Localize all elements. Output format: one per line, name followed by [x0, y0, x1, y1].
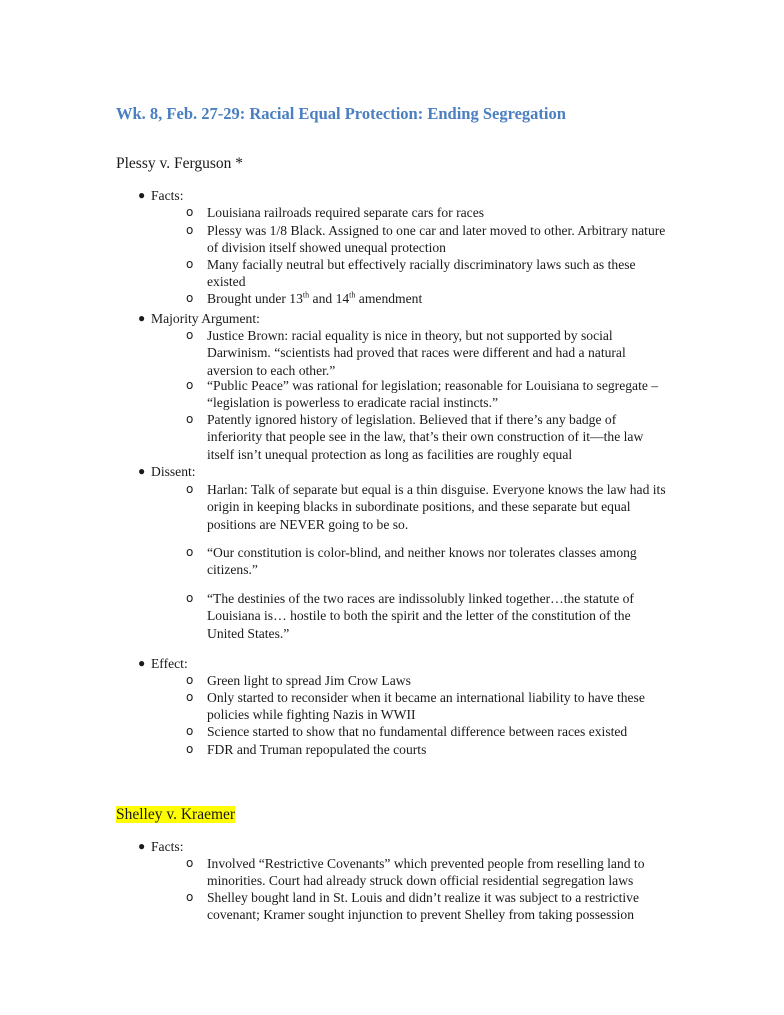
bullet-icon: ●: [138, 311, 146, 325]
section-label: Facts:: [151, 839, 184, 854]
list-item: [186, 290, 666, 307]
bullet-icon: ●: [138, 188, 146, 202]
list-item-text: FDR and Truman repopulated the courts: [207, 742, 427, 757]
bullet-icon: ●: [138, 839, 146, 853]
fact4-sup2: th: [349, 290, 356, 300]
fact4-suffix: amendment: [355, 291, 423, 306]
list-item: [186, 855, 666, 890]
list-item-text: Only started to reconsider when it became an international liability to have these policies while fighting Nazis in WWII: [207, 690, 645, 723]
list-item: [186, 256, 666, 291]
list-item-text: Justice Brown: racial equality is nice in theory, but not supported by social Darwinism. “scientists had proved that races were different and had a natural aversion to each other.”: [207, 328, 626, 378]
sub-bullet-icon: o: [186, 673, 194, 687]
sub-bullet-icon: o: [186, 378, 194, 392]
fact4-sup1: th: [302, 290, 310, 300]
list-item-text: Plessy was 1/8 Black. Assigned to one car and later moved to other. Arbitrary nature of division itself showed unequal protection: [207, 223, 666, 256]
list-item-text: “The destinies of the two races are indissolubly linked together…the statute of Louisiana is… hostile to both the spirit and the letter of the constitution of the United States.”: [207, 591, 634, 641]
section-label: Facts:: [151, 188, 184, 203]
list-item-text: Green light to spread Jim Crow Laws: [207, 673, 411, 688]
fact4-middle: and 14: [309, 291, 350, 306]
list-item: [186, 327, 666, 379]
sub-bullet-icon: o: [186, 223, 194, 237]
list-item: [186, 481, 666, 533]
sub-bullet-icon: o: [186, 482, 194, 496]
sub-bullet-icon: o: [186, 328, 194, 342]
sub-bullet-icon: o: [186, 856, 194, 870]
list-item: [186, 544, 666, 579]
case-title-shelley: [116, 806, 235, 824]
sub-bullet-icon: o: [186, 205, 194, 219]
list-item: [186, 689, 666, 724]
sub-bullet-icon: o: [186, 545, 194, 559]
fact4-prefix: Brought under 13: [207, 291, 303, 306]
list-item-text: “Our constitution is color-blind, and neither knows nor tolerates classes among citizens.”: [207, 545, 637, 578]
list-item: [186, 222, 666, 257]
section-label: Majority Argument:: [151, 311, 260, 326]
list-item-text: Louisiana railroads required separate cars for races: [207, 205, 485, 220]
list-item: [186, 590, 666, 642]
list-item: [186, 889, 666, 924]
list-item-text: Harlan: Talk of separate but equal is a thin disguise. Everyone knows the law had its origin in keeping blacks in subordinate positions, and these separate but equal positions are NEVER going to be so.: [207, 482, 666, 532]
bullet-icon: ●: [138, 656, 146, 670]
list-item: [186, 723, 666, 740]
list-item-text: “Public Peace” was rational for legislation; reasonable for Louisiana to segregate – “legislation is powerless to eradicate racial instincts.”: [207, 378, 659, 411]
list-item: [186, 204, 666, 221]
sub-bullet-icon: o: [186, 291, 194, 305]
sub-bullet-icon: o: [186, 724, 194, 738]
document-heading: Wk. 8, Feb. 27-29: Racial Equal Protection: Ending Segregation: [116, 104, 566, 123]
list-item: [186, 741, 666, 758]
section-label: Effect:: [151, 656, 188, 671]
case-title-plessy: Plessy v. Ferguson *: [116, 155, 244, 172]
list-item: [186, 411, 666, 463]
sub-bullet-icon: o: [186, 412, 194, 426]
list-item-text: Involved “Restrictive Covenants” which prevented people from reselling land to minorities. Court had already struck down official residential segregation laws: [207, 856, 645, 889]
list-item: [186, 672, 666, 689]
list-item-text: Science started to show that no fundamental difference between races existed: [207, 724, 628, 739]
list-item: [186, 377, 666, 412]
highlighted-title: Shelley v. Kraemer: [116, 806, 236, 823]
list-item-text: Patently ignored history of legislation. Believed that if there’s any badge of inferiority that people see in the law, that’s their own construction of it—the law itself isn’t unequal protection as long as facilities are roughly equal: [207, 412, 644, 462]
list-item-text: Many facially neutral but effectively racially discriminatory laws such as these existed: [207, 257, 636, 290]
sub-bullet-icon: o: [186, 257, 194, 271]
sub-bullet-icon: o: [186, 591, 194, 605]
sub-bullet-icon: o: [186, 742, 194, 756]
sub-bullet-icon: o: [186, 690, 194, 704]
list-item-text: [207, 290, 666, 307]
section-label: Dissent:: [151, 464, 196, 479]
bullet-icon: ●: [138, 464, 146, 478]
list-item-text: Shelley bought land in St. Louis and didn’t realize it was subject to a restrictive covenant; Kramer sought injunction to prevent Shelley from taking possession: [207, 890, 640, 923]
sub-bullet-icon: o: [186, 890, 194, 904]
